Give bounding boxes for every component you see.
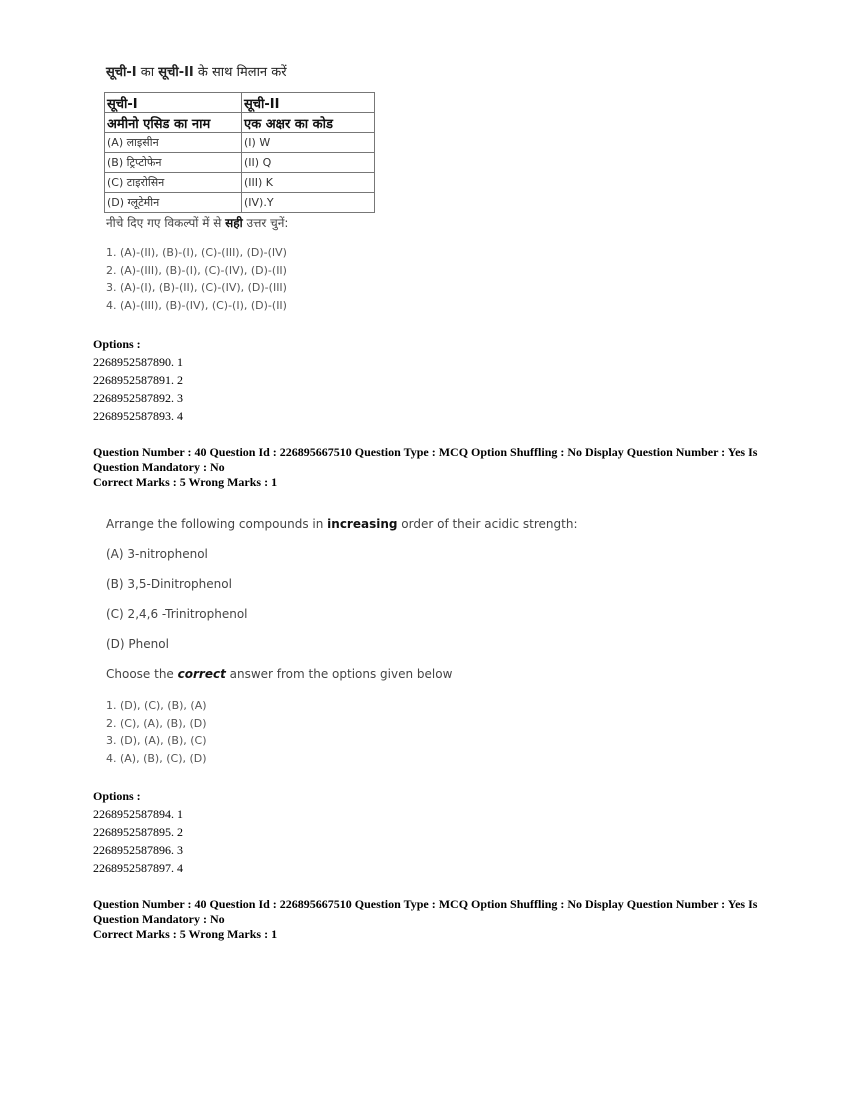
meta-line: Question Number : 40 Question Id : 226895667510 Question Type : MCQ Option Shuffling : No Display Question Number : Yes Is xyxy=(93,897,758,911)
match-table xyxy=(104,92,375,213)
stem-suffix: order of their acidic strength: xyxy=(397,517,578,531)
q40-choice-list xyxy=(106,697,207,767)
option-item: 2268952587895. 2 xyxy=(93,825,183,839)
table-subheader-cell: अमीनो एसिड का नाम xyxy=(105,113,242,133)
list-1-label: सूची-I xyxy=(106,65,137,80)
option-item: 2268952587892. 3 xyxy=(93,391,183,405)
table-cell: (B) ट्रिप्टोफेन xyxy=(105,153,242,173)
hindi-choice-list xyxy=(106,244,287,314)
choice-item: 1. (D), (C), (B), (A) xyxy=(106,699,207,712)
table-header-cell: सूची-I xyxy=(105,93,242,113)
instruction-prefix: नीचे दिए गए विकल्पों में से xyxy=(106,216,226,230)
table-cell: (II) Q xyxy=(242,153,375,173)
title-suffix: के साथ मिलान करें xyxy=(193,65,287,80)
compound-item: (B) 3,5-Dinitrophenol xyxy=(106,577,232,591)
options-block xyxy=(93,335,183,425)
choice-item: 4. (A), (B), (C), (D) xyxy=(106,751,207,765)
hindi-question-title xyxy=(106,62,287,80)
choice-item: 3. (D), (A), (B), (C) xyxy=(106,734,207,747)
option-item: 2268952587896. 3 xyxy=(93,843,183,857)
question-stem xyxy=(106,517,578,531)
choice-item: 1. (A)-(II), (B)-(I), (C)-(III), (D)-(IV) xyxy=(106,246,287,259)
stem-emphasis: increasing xyxy=(327,517,398,531)
options-block xyxy=(93,787,183,877)
choose-suffix: answer from the options given below xyxy=(225,667,453,681)
meta-line: Question Number : 40 Question Id : 226895667510 Question Type : MCQ Option Shuffling : No Display Question Number : Yes Is xyxy=(93,445,758,459)
hindi-instruction xyxy=(106,214,288,231)
table-row xyxy=(105,193,375,213)
option-item: 2268952587894. 1 xyxy=(93,807,183,821)
choice-item: 4. (A)-(III), (B)-(IV), (C)-(I), (D)-(II) xyxy=(106,298,287,312)
choice-item: 2. (A)-(III), (B)-(I), (C)-(IV), (D)-(II) xyxy=(106,263,287,277)
choose-emphasis: correct xyxy=(177,667,226,681)
compound-item: (C) 2,4,6 -Trinitrophenol xyxy=(106,607,248,621)
table-cell: (I) W xyxy=(242,133,375,153)
table-header-cell: सूची-II xyxy=(242,93,375,113)
table-subheader-row xyxy=(105,113,375,133)
title-connector: का xyxy=(136,65,159,80)
table-cell: (IV).Y xyxy=(242,193,375,213)
table-row xyxy=(105,153,375,173)
instruction-suffix: उत्तर चुनें: xyxy=(242,216,289,230)
option-item: 2268952587893. 4 xyxy=(93,409,183,423)
meta-line: Correct Marks : 5 Wrong Marks : 1 xyxy=(93,927,278,941)
table-cell: (A) लाइसीन xyxy=(105,133,242,153)
table-cell: (D) ग्लूटेमीन xyxy=(105,193,242,213)
option-item: 2268952587897. 4 xyxy=(93,861,183,875)
choose-instruction xyxy=(106,667,452,681)
table-row xyxy=(105,173,375,193)
question-meta xyxy=(93,897,773,942)
option-item: 2268952587891. 2 xyxy=(93,373,183,387)
meta-line: Correct Marks : 5 Wrong Marks : 1 xyxy=(93,475,278,489)
table-subheader-cell: एक अक्षर का कोड xyxy=(242,113,375,133)
meta-line: Question Mandatory : No xyxy=(93,912,225,926)
choice-item: 2. (C), (A), (B), (D) xyxy=(106,716,207,730)
choice-item: 3. (A)-(I), (B)-(II), (C)-(IV), (D)-(III) xyxy=(106,281,287,294)
question-meta xyxy=(93,445,773,490)
instruction-emphasis: सही xyxy=(225,216,243,230)
meta-line: Question Mandatory : No xyxy=(93,460,225,474)
table-header-row xyxy=(105,93,375,113)
option-item: 2268952587890. 1 xyxy=(93,355,183,369)
compound-item: (D) Phenol xyxy=(106,637,169,651)
table-row xyxy=(105,133,375,153)
table-cell: (C) टाइरोसिन xyxy=(105,173,242,193)
compound-item: (A) 3-nitrophenol xyxy=(106,547,208,561)
choose-prefix: Choose the xyxy=(106,667,178,681)
options-header: Options : xyxy=(93,337,141,351)
table-cell: (III) K xyxy=(242,173,375,193)
options-header: Options : xyxy=(93,789,141,803)
list-2-label: सूची-II xyxy=(158,65,194,80)
stem-prefix: Arrange the following compounds in xyxy=(106,517,328,531)
